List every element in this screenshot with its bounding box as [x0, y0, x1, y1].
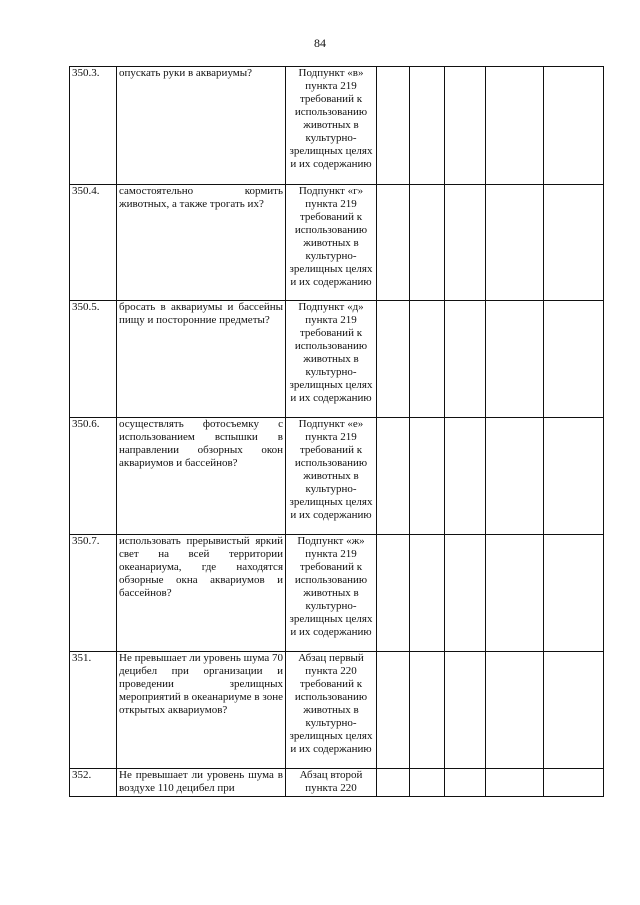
empty-cell	[486, 185, 544, 301]
empty-cell	[410, 535, 445, 652]
empty-cell	[486, 769, 544, 797]
question-text: Не превышает ли уровень шума в воздухе 110 децибел при	[117, 769, 286, 797]
empty-cell	[544, 301, 604, 418]
question-text: самостоятельно кормить животных, а также трогать их?	[117, 185, 286, 301]
row-number: 350.6.	[70, 418, 117, 535]
empty-cell	[377, 769, 410, 797]
empty-cell	[486, 535, 544, 652]
question-text: осуществлять фотосъемку с использованием вспышки в направлении обзорных окон аквариумов и бассейнов?	[117, 418, 286, 535]
row-number: 350.7.	[70, 535, 117, 652]
question-text: бросать в аквариумы и бассейны пищу и посторонние предметы?	[117, 301, 286, 418]
legal-reference: Подпункт «г» пункта 219 требований к использованию животных в культурно-зрелищных целях и их содержанию	[286, 185, 377, 301]
empty-cell	[410, 185, 445, 301]
empty-cell	[445, 185, 486, 301]
legal-reference: Абзац первый пункта 220 требований к использованию животных в культурно-зрелищных целях и их содержанию	[286, 652, 377, 769]
empty-cell	[486, 67, 544, 185]
empty-cell	[377, 652, 410, 769]
row-number: 350.5.	[70, 301, 117, 418]
empty-cell	[445, 67, 486, 185]
empty-cell	[544, 418, 604, 535]
empty-cell	[445, 301, 486, 418]
empty-cell	[486, 418, 544, 535]
legal-reference: Подпункт «д» пункта 219 требований к использованию животных в культурно-зрелищных целях и их содержанию	[286, 301, 377, 418]
empty-cell	[486, 301, 544, 418]
empty-cell	[544, 67, 604, 185]
empty-cell	[544, 652, 604, 769]
question-text: использовать прерывистый яркий свет на всей территории океанариума, где находятся обзорные окна аквариумов и бассейнов?	[117, 535, 286, 652]
empty-cell	[377, 301, 410, 418]
legal-reference: Подпункт «в» пункта 219 требований к использованию животных в культурно-зрелищных целях и их содержанию	[286, 67, 377, 185]
empty-cell	[445, 535, 486, 652]
empty-cell	[410, 301, 445, 418]
row-number: 351.	[70, 652, 117, 769]
table-row	[70, 769, 604, 797]
table-row	[70, 418, 604, 535]
table-row	[70, 67, 604, 185]
empty-cell	[410, 67, 445, 185]
empty-cell	[544, 185, 604, 301]
empty-cell	[445, 769, 486, 797]
page-number: 84	[314, 36, 326, 50]
row-number: 350.3.	[70, 67, 117, 185]
row-number: 350.4.	[70, 185, 117, 301]
question-text: Не превышает ли уровень шума 70 децибел при организации и проведении зрелищных мероприятий в океанариуме в зоне открытых аквариумов?	[117, 652, 286, 769]
empty-cell	[410, 769, 445, 797]
legal-reference: Подпункт «е» пункта 219 требований к использованию животных в культурно-зрелищных целях и их содержанию	[286, 418, 377, 535]
table-row	[70, 652, 604, 769]
table-row	[70, 535, 604, 652]
empty-cell	[410, 418, 445, 535]
empty-cell	[544, 535, 604, 652]
empty-cell	[445, 418, 486, 535]
empty-cell	[486, 652, 544, 769]
empty-cell	[544, 769, 604, 797]
empty-cell	[377, 67, 410, 185]
empty-cell	[377, 185, 410, 301]
empty-cell	[410, 652, 445, 769]
legal-reference: Абзац второй пункта 220	[286, 769, 377, 797]
table-row	[70, 301, 604, 418]
empty-cell	[445, 652, 486, 769]
empty-cell	[377, 418, 410, 535]
table-row	[70, 185, 604, 301]
question-text: опускать руки в аквариумы?	[117, 67, 286, 185]
row-number: 352.	[70, 769, 117, 797]
empty-cell	[377, 535, 410, 652]
checklist-table	[69, 66, 604, 797]
legal-reference: Подпункт «ж» пункта 219 требований к использованию животных в культурно-зрелищных целях и их содержанию	[286, 535, 377, 652]
